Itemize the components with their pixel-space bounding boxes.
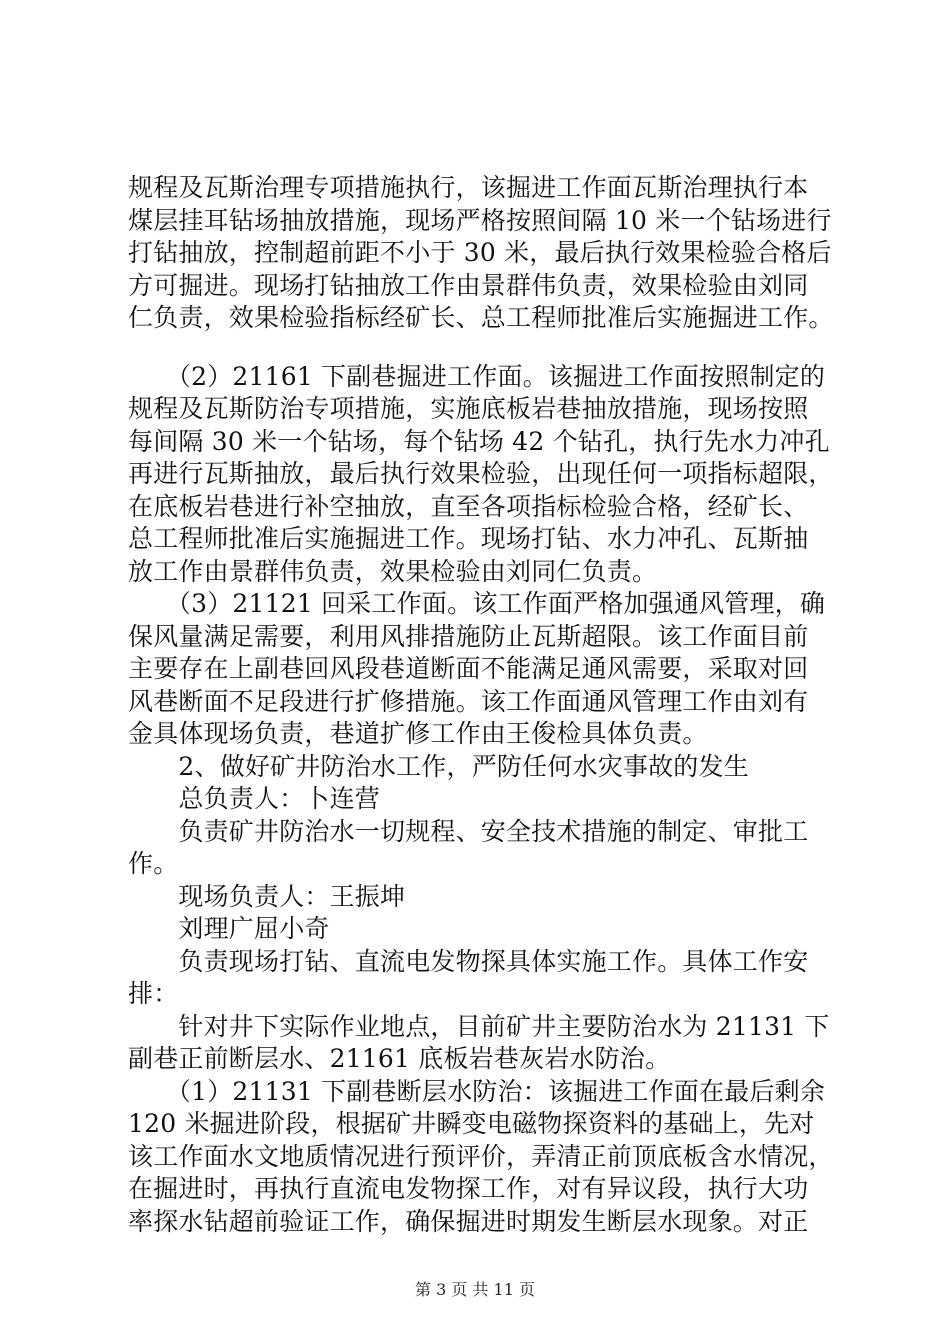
- text-line: 在底板岩巷进行补空抽放，直至各项指标检验合格，经矿长、: [128, 491, 809, 521]
- text-line: 仁负责，效果检验指标经矿长、总工程师批准后实施掘进工作。: [128, 303, 834, 332]
- text-line: 煤层挂耳钻场抽放措施，现场严格按照间隔 10 米一个钻场进行: [128, 205, 832, 235]
- text-line: 副巷正前断层水、21161 底板岩巷灰岩水防治。: [128, 1044, 671, 1073]
- text-line: 风巷断面不足段进行扩修措施。该工作面通风管理工作由刘有: [128, 686, 809, 716]
- text-line: 再进行瓦斯抽放，最后执行效果检验，出现任何一项指标超限，: [128, 459, 834, 488]
- text-line: 在掘进时，再执行直流电发物探工作，对有异议段，执行大功: [128, 1174, 809, 1203]
- text-line: 该工作面水文地质情况进行预评价，弄清正前顶底板含水情况，: [128, 1141, 834, 1171]
- text-line: 作。: [128, 849, 179, 878]
- text-line: 每间隔 30 米一个钻场，每个钻场 42 个钻孔，执行先水力冲孔: [128, 426, 830, 456]
- text-line: 120 米掘进阶段，根据矿井瞬变电磁物探资料的基础上，先对: [128, 1109, 815, 1138]
- text-line: 规程及瓦斯防治专项措施，实施底板岩巷抽放措施，现场按照: [128, 394, 809, 423]
- text-line: 方可掘进。现场打钻抽放工作由景群伟负责，效果检验由刘同: [128, 270, 809, 300]
- document-body: [128, 172, 840, 1238]
- text-line: 金具体现场负责，巷道扩修工作由王俊检具体负责。: [128, 719, 708, 748]
- text-line: 规程及瓦斯治理专项措施执行，该掘进工作面瓦斯治理执行本: [128, 173, 809, 202]
- text-line: 负责矿井防治水一切规程、安全技术措施的制定、审批工: [128, 816, 809, 846]
- text-line: 打钻抽放，控制超前距不小于 30 米，最后执行效果检验合格后: [128, 238, 832, 267]
- text-line: 针对井下实际作业地点，目前矿井主要防治水为 21131 下: [128, 1011, 830, 1041]
- text-line: 率探水钻超前验证工作，确保掘进时期发生断层水现象。对正: [128, 1206, 809, 1236]
- text-line: 主要存在上副巷回风段巷道断面不能满足通风需要，采取对回: [128, 654, 809, 683]
- section-heading: 2、做好矿井防治水工作，严防任何水灾事故的发生: [128, 751, 749, 781]
- paragraph-gap: [128, 335, 840, 361]
- text-line: 现场负责人：王振坤: [128, 881, 406, 911]
- text-line: 负责现场打钻、直流电发物探具体实施工作。具体工作安: [128, 946, 809, 976]
- text-line: 刘理广屈小奇: [128, 914, 330, 943]
- text-line: 放工作由景群伟负责，效果检验由刘同仁负责。: [128, 556, 658, 586]
- text-line: （1）21131 下副巷断层水防治：该掘进工作面在最后剩余: [128, 1076, 826, 1106]
- text-line: 总负责人：卜连营: [128, 784, 381, 813]
- text-line: （2）21161 下副巷掘进工作面。该掘进工作面按照制定的: [128, 361, 826, 391]
- text-line: 总工程师批准后实施掘进工作。现场打钻、水力冲孔、瓦斯抽: [128, 524, 809, 553]
- text-line: 保风量满足需要，利用风排措施防止瓦斯超限。该工作面目前: [128, 621, 809, 651]
- text-line: 排：: [128, 979, 179, 1008]
- page-number-footer: 第 3 页 共 11 页: [415, 1280, 535, 1299]
- text-line: （3）21121 回采工作面。该工作面严格加强通风管理，确: [128, 589, 826, 618]
